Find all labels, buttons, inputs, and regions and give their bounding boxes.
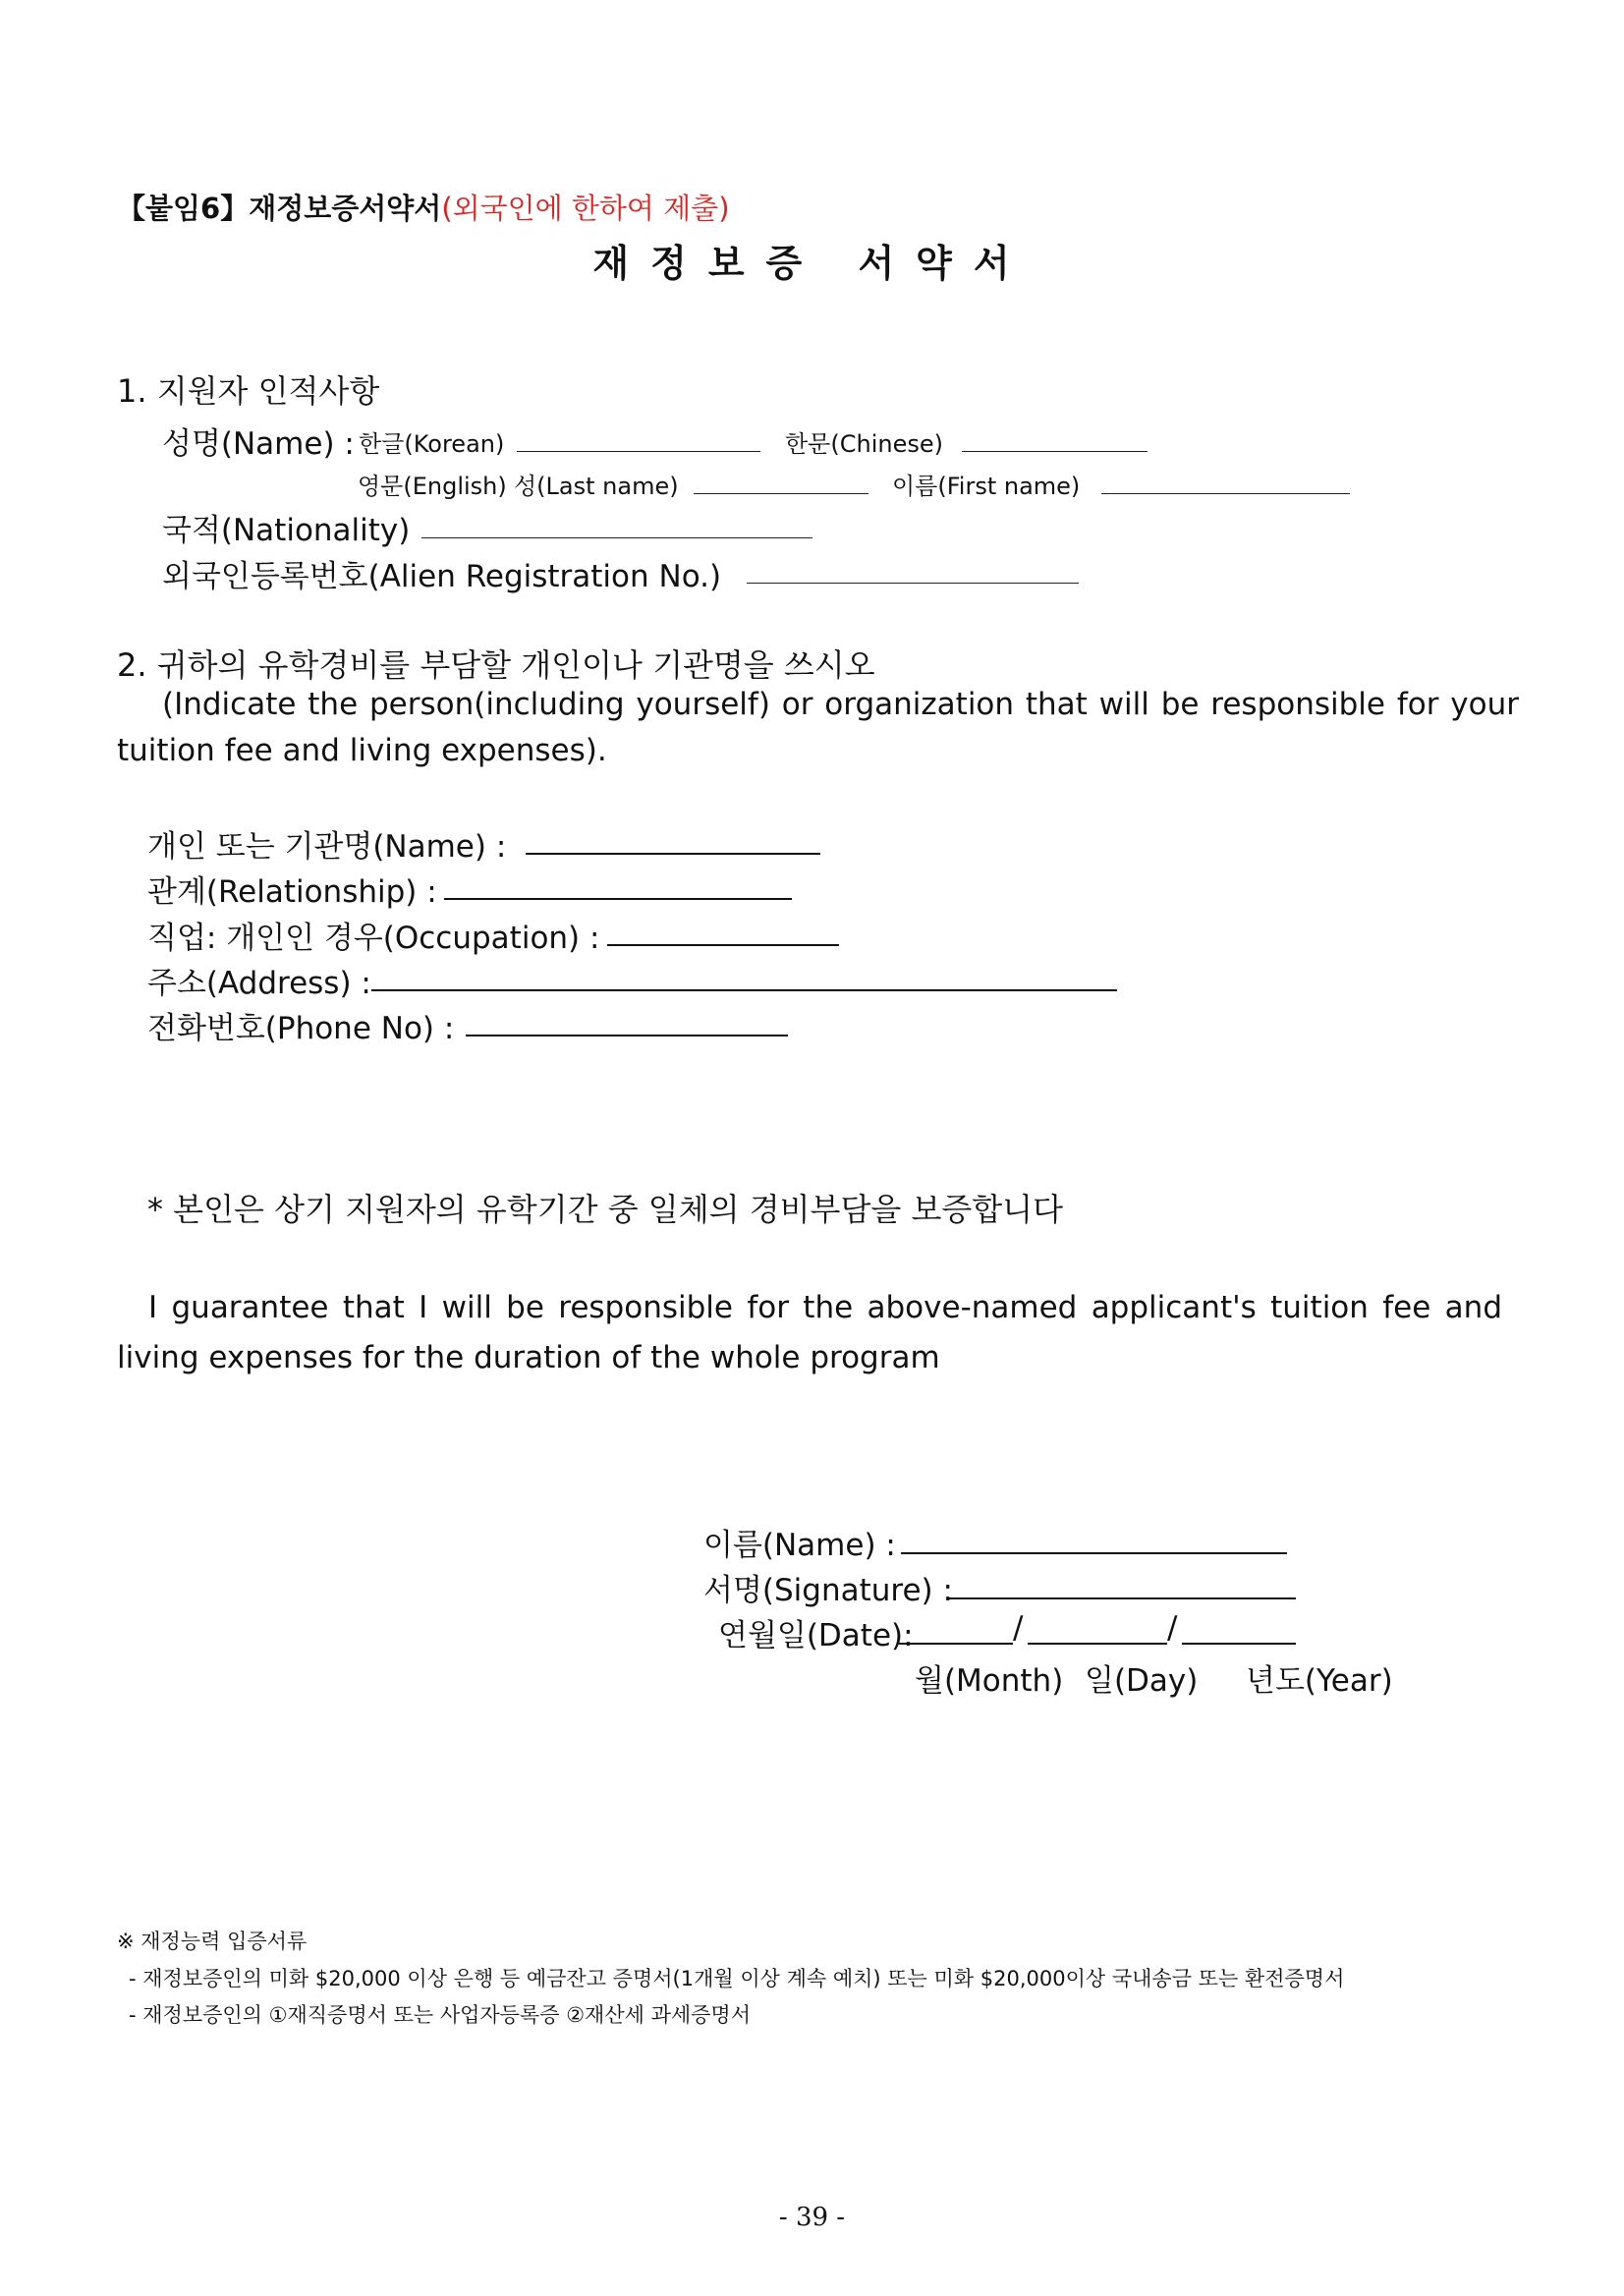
chinese-name-field[interactable] (962, 451, 1148, 452)
first-name-label: 이름(First name) (892, 473, 1081, 500)
last-name-field[interactable] (694, 493, 868, 494)
signer-name-field[interactable] (901, 1552, 1287, 1554)
sponsor-name-field[interactable] (526, 853, 820, 855)
phone-label: 전화번호(Phone No) : (147, 1011, 455, 1046)
name-label: 성명(Name) : (162, 426, 355, 462)
english-label: 영문(English) (358, 473, 507, 500)
section2-instruction: (Indicate the person(including yourself) or organization that will be responsible for your tuition fee and living expenses). (117, 687, 1519, 768)
date-month-field[interactable] (899, 1643, 1013, 1645)
nationality-field[interactable] (421, 537, 812, 538)
date-separator: / (1013, 1610, 1024, 1646)
alien-reg-field[interactable] (747, 583, 1079, 584)
korean-name-field[interactable] (517, 451, 760, 452)
date-day-field[interactable] (1028, 1643, 1167, 1645)
guarantee-korean: * 본인은 상기 지원자의 유학기간 중 일체의 경비부담을 보증합니다 (147, 1191, 1064, 1228)
sponsor-name-label: 개인 또는 기관명(Name) : (147, 829, 507, 865)
notes-item: - 재정보증인의 미화 $20,000 이상 은행 등 예금잔고 증명서(1개월 이상 계속 예치) 또는 미화 $20,000이상 국내송금 또는 환전증명서 (129, 1967, 1345, 1990)
document-title: 재정보증 서약서 (592, 242, 1032, 285)
relationship-label: 관계(Relationship) : (147, 874, 437, 910)
phone-field[interactable] (466, 1035, 788, 1036)
month-label: 월(Month) (915, 1663, 1064, 1699)
last-name-label: 성(Last name) (514, 473, 679, 500)
notes-heading: ※ 재정능력 입증서류 (117, 1930, 308, 1953)
signature-label: 서명(Signature) : (703, 1573, 953, 1608)
day-label: 일(Day) (1085, 1663, 1199, 1699)
section1-heading: 1. 지원자 인적사항 (117, 372, 380, 410)
year-label: 년도(Year) (1246, 1663, 1393, 1699)
date-label: 연월일(Date): (718, 1618, 914, 1653)
first-name-field[interactable] (1101, 493, 1350, 494)
relationship-field[interactable] (444, 898, 792, 900)
notes-item: - 재정보증인의 ①재직증명서 또는 사업자등록증 ②재산세 과세증명서 (129, 2003, 752, 2027)
address-field[interactable] (371, 989, 1117, 991)
occupation-label: 직업: 개인인 경우(Occupation) : (147, 921, 600, 956)
chinese-label: 한문(Chinese) (785, 430, 943, 458)
header-prefix: 【붙임6】재정보증서약서 (117, 192, 442, 225)
guarantee-english: I guarantee that I will be responsible for the above-named applicant's tuition fee and living expenses for the duration of the whole program (117, 1290, 1502, 1375)
page-number: - 39 - (778, 2203, 846, 2232)
alien-reg-label: 외국인등록번호(Alien Registration No.) (162, 559, 722, 594)
signer-name-label: 이름(Name) : (703, 1528, 896, 1563)
address-label: 주소(Address) : (147, 966, 371, 1001)
date-year-field[interactable] (1182, 1643, 1296, 1645)
korean-label: 한글(Korean) (359, 430, 505, 458)
attachment-header (117, 187, 730, 227)
section2-heading: 2. 귀하의 유학경비를 부담할 개인이나 기관명을 쓰시오 (117, 646, 875, 684)
header-suffix: (외국인에 한하여 제출) (441, 192, 730, 225)
occupation-field[interactable] (607, 944, 839, 946)
signature-field[interactable] (949, 1597, 1296, 1599)
nationality-label: 국적(Nationality) (162, 513, 411, 548)
date-separator: / (1167, 1610, 1178, 1646)
